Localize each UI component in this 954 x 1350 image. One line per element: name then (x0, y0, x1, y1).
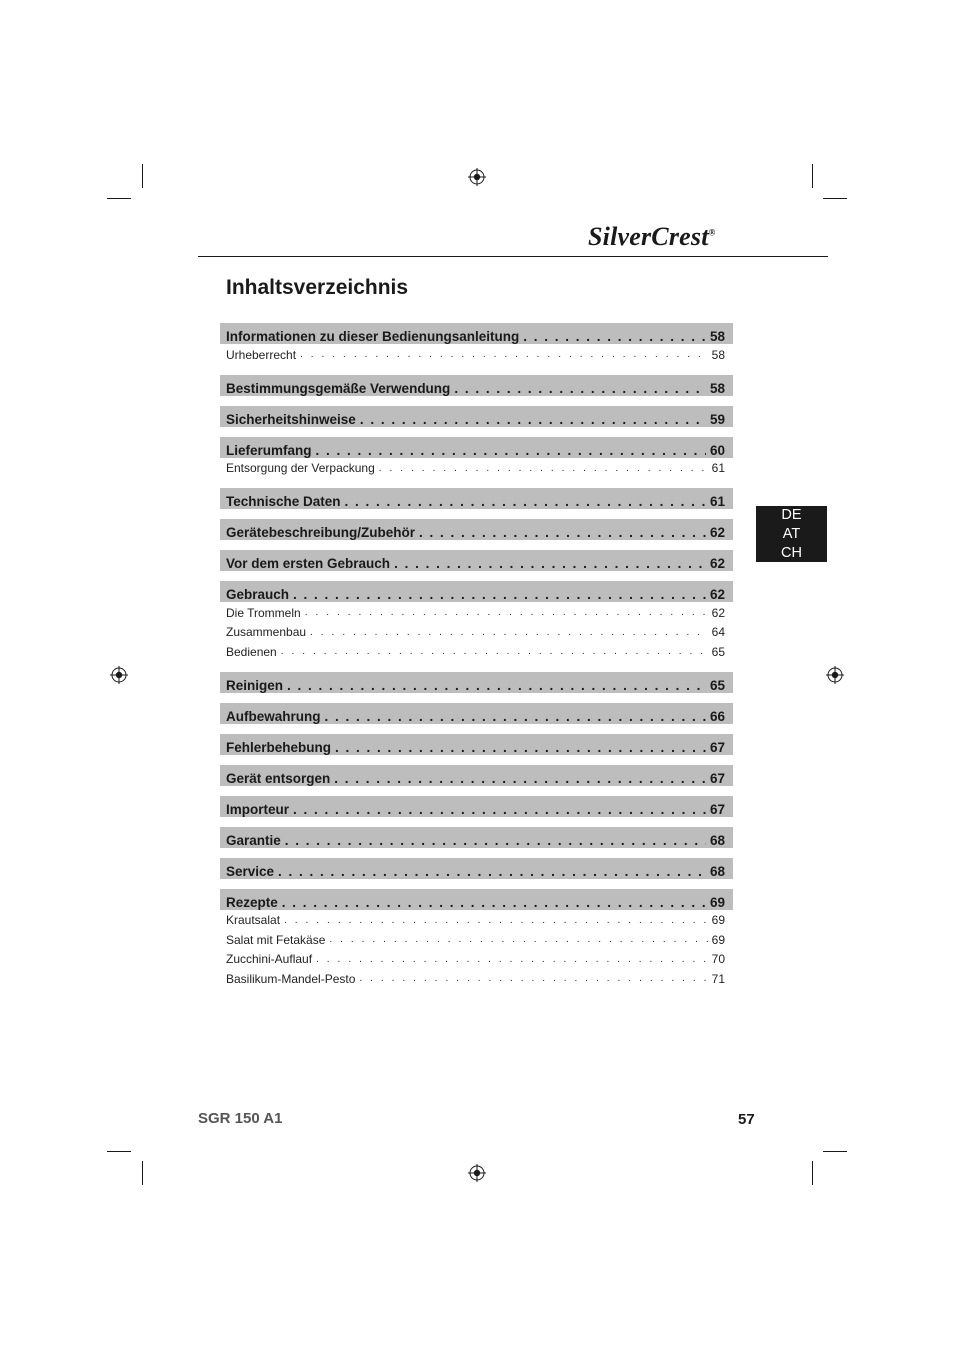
toc-sub-page: 71 (711, 971, 725, 986)
toc-sub-entry[interactable] (220, 459, 733, 479)
toc-section (220, 765, 733, 786)
toc-section (220, 734, 733, 755)
toc-section-header[interactable] (220, 827, 733, 848)
toc-section-page: 66 (709, 708, 725, 724)
toc-sub-list (220, 602, 733, 662)
toc-section (220, 437, 733, 479)
toc-sub-entry[interactable] (220, 930, 733, 950)
toc-section-title: Vor dem ersten Gebrauch (226, 556, 391, 571)
toc-section-page: 58 (709, 380, 725, 396)
toc-leader-dots (523, 329, 706, 344)
toc-section-page: 67 (709, 801, 725, 817)
crosshair-registration-icon (468, 1164, 486, 1182)
toc-leader-dots (316, 954, 708, 965)
crop-mark (823, 1151, 847, 1152)
toc-sub-title: Basilikum-Mandel-Pesto (226, 971, 356, 986)
toc-leader-dots (335, 740, 706, 755)
language-tab (756, 506, 827, 562)
toc-section (220, 323, 733, 365)
toc-leader-dots (394, 556, 706, 571)
toc-section-header[interactable] (220, 889, 733, 910)
toc-section (220, 519, 733, 540)
toc-sub-page: 65 (711, 644, 725, 659)
toc-sub-entry[interactable] (220, 603, 733, 623)
toc-section-title: Lieferumfang (226, 442, 312, 458)
toc-section-title: Service (226, 863, 275, 879)
toc-sub-entry[interactable] (220, 623, 733, 643)
toc-sub-title: Salat mit Fetakäse (226, 932, 326, 947)
crosshair-registration-icon (826, 666, 844, 684)
toc-section-title: Aufbewahrung (226, 708, 321, 724)
toc-section-header[interactable] (220, 672, 733, 693)
registered-mark: ® (708, 227, 716, 238)
toc-section-title: Bestimmungsgemäße Verwendung (226, 380, 451, 396)
toc-section-page: 68 (709, 863, 725, 879)
toc-leader-dots (293, 802, 706, 817)
toc-section-page: 59 (709, 411, 725, 427)
toc-sub-page: 70 (711, 952, 725, 967)
crop-mark (812, 1161, 813, 1185)
brand-name: SilverCrest (588, 222, 709, 251)
toc-section (220, 858, 733, 879)
crop-mark (107, 198, 131, 199)
toc-leader-dots (282, 895, 706, 910)
toc-sub-list (220, 910, 733, 989)
toc-section-page: 65 (709, 677, 725, 693)
toc-sub-page: 69 (711, 913, 725, 928)
toc-section-title: Technische Daten (226, 494, 341, 509)
toc-section-page: 62 (709, 525, 725, 540)
toc-section-header[interactable] (220, 375, 733, 396)
language-ch: CH (781, 544, 802, 561)
toc-leader-dots (287, 678, 706, 693)
crop-mark (107, 1151, 131, 1152)
toc-sub-page: 58 (711, 347, 725, 362)
toc-section-header[interactable] (220, 406, 733, 427)
toc-section-title: Reinigen (226, 677, 284, 693)
toc-sub-title: Die Trommeln (226, 605, 301, 620)
toc-section-page: 62 (709, 556, 725, 571)
brand-logo (588, 222, 828, 252)
toc-leader-dots (329, 934, 707, 945)
toc-section-header[interactable] (220, 858, 733, 879)
page-title: Inhaltsverzeichnis (226, 276, 409, 299)
toc-leader-dots (285, 833, 706, 848)
toc-section (220, 550, 733, 571)
toc-sub-list (220, 458, 733, 479)
toc-leader-dots (281, 646, 708, 657)
toc-sub-entry[interactable] (220, 642, 733, 662)
toc-section-title: Rezepte (226, 894, 278, 910)
toc-leader-dots (278, 864, 706, 879)
toc-section (220, 488, 733, 509)
toc-section-page: 68 (709, 832, 725, 848)
toc-section-title: Importeur (226, 801, 290, 817)
toc-section-header[interactable] (220, 734, 733, 755)
toc-leader-dots (334, 771, 706, 786)
toc-leader-dots (316, 443, 706, 458)
toc-sub-title: Bedienen (226, 644, 277, 659)
toc-section-title: Fehlerbehebung (226, 739, 332, 755)
toc-sub-title: Zucchini-Auflauf (226, 952, 313, 967)
toc-section (220, 796, 733, 817)
crosshair-registration-icon (110, 666, 128, 684)
toc-section (220, 889, 733, 989)
toc-section-header[interactable] (220, 581, 733, 602)
toc-section-title: Gebrauch (226, 587, 290, 602)
toc-section-title: Gerät entsorgen (226, 770, 331, 786)
toc-section-header[interactable] (220, 323, 733, 344)
crop-mark (823, 198, 847, 199)
toc-section-header[interactable] (220, 703, 733, 724)
toc-leader-dots (325, 709, 706, 724)
footer-model: SGR 150 A1 (198, 1110, 283, 1127)
toc-section-page: 62 (709, 587, 725, 602)
toc-section-header[interactable] (220, 765, 733, 786)
crop-mark (142, 1161, 143, 1185)
toc-section-title: Garantie (226, 832, 281, 848)
toc-section-header[interactable] (220, 796, 733, 817)
toc-sub-title: Zusammenbau (226, 625, 307, 640)
toc-sub-entry[interactable] (220, 345, 733, 365)
toc-sub-title: Entsorgung der Verpackung (226, 461, 375, 476)
crosshair-registration-icon (468, 168, 486, 186)
toc-leader-dots (454, 381, 706, 396)
toc-sub-entry[interactable] (220, 911, 733, 931)
page-number: 57 (738, 1111, 755, 1128)
toc-section-header[interactable] (220, 550, 733, 571)
toc-sub-page: 64 (711, 625, 725, 640)
toc-section (220, 672, 733, 693)
table-of-contents (220, 323, 733, 999)
language-at: AT (782, 525, 801, 542)
toc-leader-dots (284, 915, 708, 926)
toc-section (220, 406, 733, 427)
toc-sub-page: 61 (711, 461, 725, 476)
toc-section-header[interactable] (220, 488, 733, 509)
toc-section-title: Sicherheitshinweise (226, 411, 356, 427)
header-rule (198, 256, 828, 257)
toc-section (220, 703, 733, 724)
toc-section-title: Gerätebeschreibung/Zubehör (226, 525, 416, 540)
language-de: DE (781, 506, 802, 523)
toc-sub-entry[interactable] (220, 969, 733, 989)
toc-leader-dots (360, 412, 706, 427)
toc-section-header[interactable] (220, 519, 733, 540)
toc-leader-dots (379, 463, 708, 474)
toc-leader-dots (419, 525, 706, 540)
toc-section-page: 69 (709, 894, 725, 910)
toc-section-title: Informationen zu dieser Bedienungsanleitung (226, 329, 520, 344)
toc-section-page: 58 (709, 329, 725, 344)
toc-section-header[interactable] (220, 437, 733, 458)
toc-leader-dots (293, 587, 706, 602)
toc-sub-list (220, 344, 733, 365)
toc-section-page: 61 (709, 494, 725, 509)
toc-sub-page: 62 (711, 605, 725, 620)
toc-sub-title: Krautsalat (226, 913, 281, 928)
toc-section (220, 827, 733, 848)
toc-section (220, 375, 733, 396)
crop-mark (142, 164, 143, 188)
toc-leader-dots (359, 973, 707, 984)
toc-leader-dots (345, 494, 706, 509)
toc-section-page: 67 (709, 770, 725, 786)
toc-leader-dots (300, 349, 708, 360)
toc-sub-entry[interactable] (220, 950, 733, 970)
toc-sub-title: Urheberrecht (226, 347, 297, 362)
toc-section-page: 60 (709, 442, 725, 458)
toc-section (220, 581, 733, 662)
toc-leader-dots (305, 607, 708, 618)
toc-leader-dots (310, 627, 708, 638)
toc-section-page: 67 (709, 739, 725, 755)
crop-mark (812, 164, 813, 188)
toc-sub-page: 69 (711, 932, 725, 947)
